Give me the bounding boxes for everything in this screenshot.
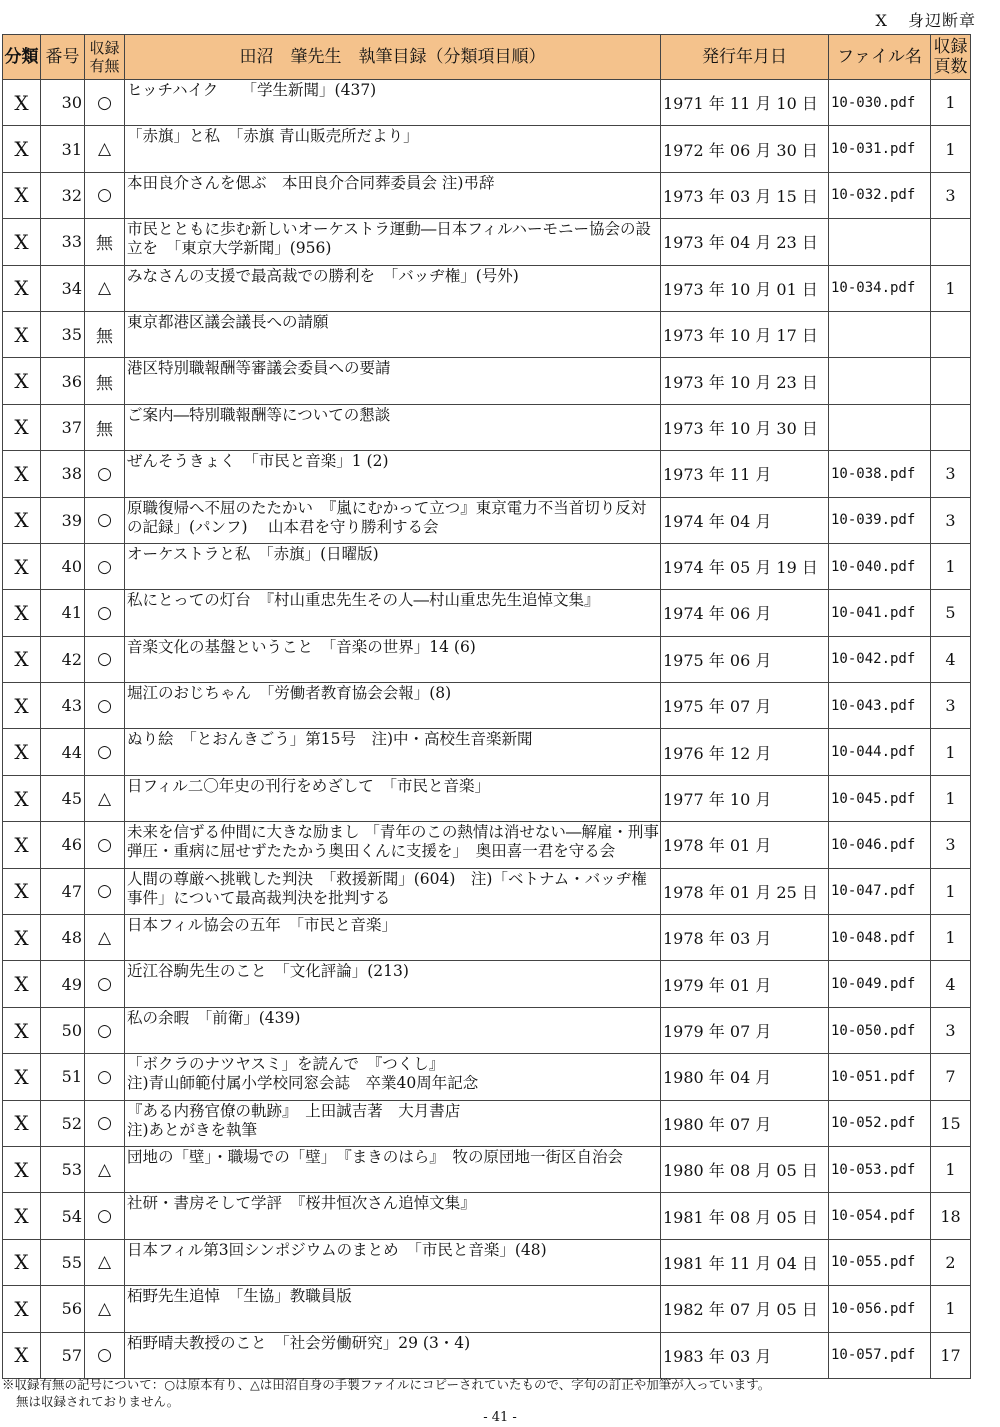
cell-number: 57 [41, 1332, 85, 1378]
cell-category: X [3, 1332, 41, 1378]
cell-title: 『ある内務官僚の軌跡』 上田誠吉著 大月書店 注)あとがきを執筆 [125, 1100, 661, 1146]
cell-category: X [3, 265, 41, 311]
cell-date: 1977 年 10 月 [661, 775, 829, 821]
cell-date: 1973 年 10 月 30 日 [661, 404, 829, 450]
cell-category: X [3, 590, 41, 636]
cell-file-name: 10-053.pdf [829, 1146, 931, 1192]
cell-date: 1973 年 11 月 [661, 451, 829, 497]
cell-category: X [3, 451, 41, 497]
cell-recorded-mark: △ [85, 915, 125, 961]
cell-title: 栢野晴夫教授のこと 「社会労働研究」29 (3・4) [125, 1332, 661, 1378]
cell-pages: 1 [931, 265, 971, 311]
cell-recorded-mark: 無 [85, 358, 125, 404]
cell-number: 50 [41, 1007, 85, 1053]
cell-pages: 1 [931, 126, 971, 172]
cell-date: 1973 年 04 月 23 日 [661, 219, 829, 265]
cell-number: 36 [41, 358, 85, 404]
cell-pages: 3 [931, 683, 971, 729]
cell-title: 私の余暇 「前衛」(439) [125, 1007, 661, 1053]
cell-date: 1972 年 06 月 30 日 [661, 126, 829, 172]
cell-number: 56 [41, 1286, 85, 1332]
table-row [3, 729, 971, 775]
cell-category: X [3, 683, 41, 729]
cell-file-name: 10-034.pdf [829, 265, 931, 311]
cell-date: 1980 年 07 月 [661, 1100, 829, 1146]
cell-date: 1971 年 11 月 10 日 [661, 80, 829, 126]
cell-number: 45 [41, 775, 85, 821]
cell-file-name: 10-049.pdf [829, 961, 931, 1007]
table-row [3, 1286, 971, 1332]
cell-pages: 3 [931, 451, 971, 497]
col-header-number: 番号 [41, 35, 85, 80]
cell-recorded-mark: ○ [85, 1100, 125, 1146]
cell-date: 1983 年 03 月 [661, 1332, 829, 1378]
table-row [3, 1100, 971, 1146]
cell-number: 34 [41, 265, 85, 311]
cell-number: 43 [41, 683, 85, 729]
cell-date: 1978 年 03 月 [661, 915, 829, 961]
cell-recorded-mark: ○ [85, 961, 125, 1007]
table-row [3, 961, 971, 1007]
cell-title: ヒッチハイク 「学生新聞」(437) [125, 80, 661, 126]
cell-title: 本田良介さんを偲ぶ 本田良介合同葬委員会 注)弔辞 [125, 172, 661, 218]
cell-number: 41 [41, 590, 85, 636]
cell-date: 1974 年 05 月 19 日 [661, 543, 829, 589]
cell-title: 未来を信ずる仲間に大きな励まし 「青年のこの熱情は消せない―解雇・刑事弾圧・重病に屈せずたたかう奥田くんに支援を」 奥田喜一君を守る会 [125, 822, 661, 868]
cell-pages [931, 358, 971, 404]
cell-file-name: 10-052.pdf [829, 1100, 931, 1146]
cell-number: 35 [41, 311, 85, 357]
cell-pages: 1 [931, 868, 971, 914]
cell-recorded-mark: ○ [85, 590, 125, 636]
cell-number: 49 [41, 961, 85, 1007]
cell-category: X [3, 729, 41, 775]
table-row [3, 1054, 971, 1100]
cell-number: 54 [41, 1193, 85, 1239]
cell-title: 日本フィル第3回シンポジウムのまとめ 「市民と音楽」(48) [125, 1239, 661, 1285]
cell-file-name: 10-031.pdf [829, 126, 931, 172]
cell-date: 1980 年 04 月 [661, 1054, 829, 1100]
col-header-pages: 収録 頁数 [931, 35, 971, 80]
cell-title: 社研・書房そして学評 『桜井恒次さん追悼文集』 [125, 1193, 661, 1239]
cell-recorded-mark: ○ [85, 451, 125, 497]
cell-date: 1978 年 01 月 25 日 [661, 868, 829, 914]
cell-category: X [3, 822, 41, 868]
cell-recorded-mark: ○ [85, 683, 125, 729]
cell-title: オーケストラと私 「赤旗」(日曜版) [125, 543, 661, 589]
col-header-recorded: 収録 有無 [85, 35, 125, 80]
cell-date: 1982 年 07 月 05 日 [661, 1286, 829, 1332]
cell-number: 48 [41, 915, 85, 961]
table-row [3, 590, 971, 636]
page-number: - 41 - [483, 1410, 517, 1425]
table-row [3, 497, 971, 543]
cell-category: X [3, 1239, 41, 1285]
cell-number: 39 [41, 497, 85, 543]
cell-recorded-mark: ○ [85, 729, 125, 775]
cell-category: X [3, 358, 41, 404]
cell-file-name: 10-056.pdf [829, 1286, 931, 1332]
cell-file-name: 10-057.pdf [829, 1332, 931, 1378]
cell-number: 47 [41, 868, 85, 914]
cell-category: X [3, 775, 41, 821]
footnote-line-2: 無は収録されておりません。 [16, 1394, 180, 1409]
cell-category: X [3, 543, 41, 589]
cell-date: 1973 年 10 月 23 日 [661, 358, 829, 404]
cell-date: 1973 年 10 月 01 日 [661, 265, 829, 311]
cell-category: X [3, 172, 41, 218]
cell-number: 44 [41, 729, 85, 775]
cell-file-name: 10-041.pdf [829, 590, 931, 636]
table-header-row [3, 35, 971, 80]
cell-date: 1975 年 06 月 [661, 636, 829, 682]
cell-category: X [3, 1100, 41, 1146]
col-header-file: ファイル名 [829, 35, 931, 80]
cell-title: みなさんの支援で最高裁での勝利を 「バッヂ権」(号外) [125, 265, 661, 311]
cell-file-name: 10-044.pdf [829, 729, 931, 775]
cell-title: 音楽文化の基盤ということ 「音楽の世界」14 (6) [125, 636, 661, 682]
cell-recorded-mark: △ [85, 775, 125, 821]
cell-number: 37 [41, 404, 85, 450]
cell-file-name: 10-051.pdf [829, 1054, 931, 1100]
cell-title: 堀江のおじちゃん 「労働者教育協会会報」(8) [125, 683, 661, 729]
cell-file-name [829, 311, 931, 357]
cell-file-name: 10-050.pdf [829, 1007, 931, 1053]
table-row [3, 358, 971, 404]
table-body [3, 80, 971, 1379]
cell-recorded-mark: ○ [85, 80, 125, 126]
cell-pages [931, 311, 971, 357]
cell-file-name: 10-038.pdf [829, 451, 931, 497]
cell-pages: 1 [931, 729, 971, 775]
catalog-table [2, 34, 971, 1379]
cell-title: 東京都港区議会議長への請願 [125, 311, 661, 357]
cell-date: 1974 年 06 月 [661, 590, 829, 636]
table-row [3, 1239, 971, 1285]
cell-date: 1974 年 04 月 [661, 497, 829, 543]
cell-title: ぬり絵 「とおんきごう」第15号 注)中・高校生音楽新聞 [125, 729, 661, 775]
cell-file-name [829, 219, 931, 265]
page-header [876, 8, 977, 31]
col-header-category: 分類 [3, 35, 41, 80]
header-section-title: 身辺断章 [907, 11, 976, 30]
cell-category: X [3, 1146, 41, 1192]
table-row [3, 822, 971, 868]
cell-pages: 4 [931, 636, 971, 682]
cell-pages: 7 [931, 1054, 971, 1100]
cell-date: 1981 年 11 月 04 日 [661, 1239, 829, 1285]
table-row [3, 1007, 971, 1053]
cell-date: 1975 年 07 月 [661, 683, 829, 729]
cell-title: 人間の尊厳へ挑戦した判決 「救援新聞」(604) 注)「ベトナム・バッヂ権事件」について最高裁判決を批判する [125, 868, 661, 914]
cell-title: ご案内―特別職報酬等についての懇談 [125, 404, 661, 450]
table-row [3, 915, 971, 961]
cell-pages: 18 [931, 1193, 971, 1239]
cell-number: 30 [41, 80, 85, 126]
col-header-date: 発行年月日 [661, 35, 829, 80]
cell-recorded-mark: ○ [85, 172, 125, 218]
cell-category: X [3, 404, 41, 450]
cell-date: 1980 年 08 月 05 日 [661, 1146, 829, 1192]
table-row [3, 1193, 971, 1239]
cell-file-name: 10-054.pdf [829, 1193, 931, 1239]
cell-category: X [3, 497, 41, 543]
cell-pages: 1 [931, 1286, 971, 1332]
table-row [3, 868, 971, 914]
cell-pages: 1 [931, 1146, 971, 1192]
cell-date: 1973 年 03 月 15 日 [661, 172, 829, 218]
cell-number: 46 [41, 822, 85, 868]
table-row [3, 80, 971, 126]
cell-category: X [3, 80, 41, 126]
cell-category: X [3, 126, 41, 172]
cell-recorded-mark: △ [85, 1146, 125, 1192]
cell-file-name: 10-048.pdf [829, 915, 931, 961]
cell-pages: 2 [931, 1239, 971, 1285]
cell-file-name: 10-045.pdf [829, 775, 931, 821]
cell-title: 「ボクラのナツヤスミ」を読んで 『つくし』 注)青山師範付属小学校同窓会誌 卒業40周年記念 [125, 1054, 661, 1100]
cell-recorded-mark: 無 [85, 404, 125, 450]
cell-recorded-mark: ○ [85, 1007, 125, 1053]
cell-pages: 15 [931, 1100, 971, 1146]
cell-pages: 3 [931, 497, 971, 543]
table-row [3, 172, 971, 218]
cell-date: 1976 年 12 月 [661, 729, 829, 775]
cell-pages: 1 [931, 80, 971, 126]
cell-pages: 3 [931, 172, 971, 218]
cell-category: X [3, 915, 41, 961]
cell-number: 51 [41, 1054, 85, 1100]
cell-pages: 17 [931, 1332, 971, 1378]
cell-title: 原職復帰へ不屈のたたかい 『嵐にむかって立つ』東京電力不当首切り反対の記録」(パンフ) 山本君を守り勝利する会 [125, 497, 661, 543]
cell-number: 40 [41, 543, 85, 589]
table-row [3, 451, 971, 497]
cell-title: ぜんそうきょく 「市民と音楽」1 (2) [125, 451, 661, 497]
cell-category: X [3, 1193, 41, 1239]
table-row [3, 219, 971, 265]
cell-title: 日本フィル協会の五年 「市民と音楽」 [125, 915, 661, 961]
col-header-title: 田沼 肇先生 執筆目録（分類項目順） [125, 35, 661, 80]
cell-pages [931, 219, 971, 265]
cell-number: 38 [41, 451, 85, 497]
table-row [3, 775, 971, 821]
cell-number: 33 [41, 219, 85, 265]
cell-title: 私にとっての灯台 『村山重忠先生その人―村山重忠先生追悼文集』 [125, 590, 661, 636]
cell-category: X [3, 219, 41, 265]
cell-category: X [3, 868, 41, 914]
cell-title: 市民とともに歩む新しいオーケストラ運動―日本フィルハーモニー協会の設立を 「東京大学新聞」(956) [125, 219, 661, 265]
cell-file-name [829, 404, 931, 450]
cell-file-name: 10-039.pdf [829, 497, 931, 543]
cell-date: 1979 年 01 月 [661, 961, 829, 1007]
table-row [3, 404, 971, 450]
cell-date: 1973 年 10 月 17 日 [661, 311, 829, 357]
cell-file-name: 10-040.pdf [829, 543, 931, 589]
cell-recorded-mark: ○ [85, 497, 125, 543]
cell-category: X [3, 961, 41, 1007]
cell-category: X [3, 311, 41, 357]
cell-title: 港区特別職報酬等審議会委員への要請 [125, 358, 661, 404]
cell-file-name: 10-047.pdf [829, 868, 931, 914]
table-row [3, 1146, 971, 1192]
cell-recorded-mark: 無 [85, 219, 125, 265]
cell-recorded-mark: △ [85, 1286, 125, 1332]
cell-number: 32 [41, 172, 85, 218]
cell-date: 1981 年 08 月 05 日 [661, 1193, 829, 1239]
cell-recorded-mark: ○ [85, 1332, 125, 1378]
cell-number: 31 [41, 126, 85, 172]
cell-pages: 1 [931, 915, 971, 961]
header-category: X [875, 11, 888, 30]
cell-recorded-mark: 無 [85, 311, 125, 357]
cell-pages: 1 [931, 775, 971, 821]
cell-file-name: 10-030.pdf [829, 80, 931, 126]
cell-file-name: 10-032.pdf [829, 172, 931, 218]
cell-number: 42 [41, 636, 85, 682]
cell-file-name [829, 358, 931, 404]
cell-file-name: 10-055.pdf [829, 1239, 931, 1285]
cell-pages: 4 [931, 961, 971, 1007]
table-row [3, 683, 971, 729]
cell-title: 日フィル二〇年史の刊行をめざして 「市民と音楽」 [125, 775, 661, 821]
table-row [3, 265, 971, 311]
cell-pages [931, 404, 971, 450]
table-row [3, 636, 971, 682]
cell-recorded-mark: △ [85, 1239, 125, 1285]
cell-recorded-mark: ○ [85, 543, 125, 589]
cell-pages: 3 [931, 1007, 971, 1053]
cell-recorded-mark: ○ [85, 1193, 125, 1239]
table-row [3, 126, 971, 172]
cell-title: 近江谷駒先生のこと 「文化評論」(213) [125, 961, 661, 1007]
cell-recorded-mark: △ [85, 265, 125, 311]
cell-recorded-mark: ○ [85, 636, 125, 682]
cell-title: 栢野先生追悼 「生協」教職員版 [125, 1286, 661, 1332]
cell-date: 1979 年 07 月 [661, 1007, 829, 1053]
cell-file-name: 10-043.pdf [829, 683, 931, 729]
cell-number: 53 [41, 1146, 85, 1192]
cell-number: 52 [41, 1100, 85, 1146]
cell-number: 55 [41, 1239, 85, 1285]
table-row [3, 311, 971, 357]
cell-category: X [3, 1054, 41, 1100]
cell-pages: 5 [931, 590, 971, 636]
cell-recorded-mark: ○ [85, 822, 125, 868]
table-row [3, 543, 971, 589]
cell-pages: 1 [931, 543, 971, 589]
footnote [2, 1376, 770, 1410]
cell-recorded-mark: △ [85, 126, 125, 172]
cell-date: 1978 年 01 月 [661, 822, 829, 868]
cell-title: 団地の「壁」・職場での「壁」 『まきのはら』 牧の原団地一街区自治会 [125, 1146, 661, 1192]
cell-recorded-mark: ○ [85, 868, 125, 914]
cell-file-name: 10-046.pdf [829, 822, 931, 868]
cell-title: 「赤旗」と私 「赤旗 青山販売所だより」 [125, 126, 661, 172]
cell-category: X [3, 636, 41, 682]
cell-recorded-mark: ○ [85, 1054, 125, 1100]
table-row [3, 1332, 971, 1378]
cell-category: X [3, 1007, 41, 1053]
cell-pages: 3 [931, 822, 971, 868]
cell-file-name: 10-042.pdf [829, 636, 931, 682]
cell-category: X [3, 1286, 41, 1332]
footnote-line-1: ※収録有無の記号について：○は原本有り、△は田沼自身の手製ファイルにコピーされていたもので、字句の訂正や加筆が入っています。 [2, 1377, 771, 1392]
